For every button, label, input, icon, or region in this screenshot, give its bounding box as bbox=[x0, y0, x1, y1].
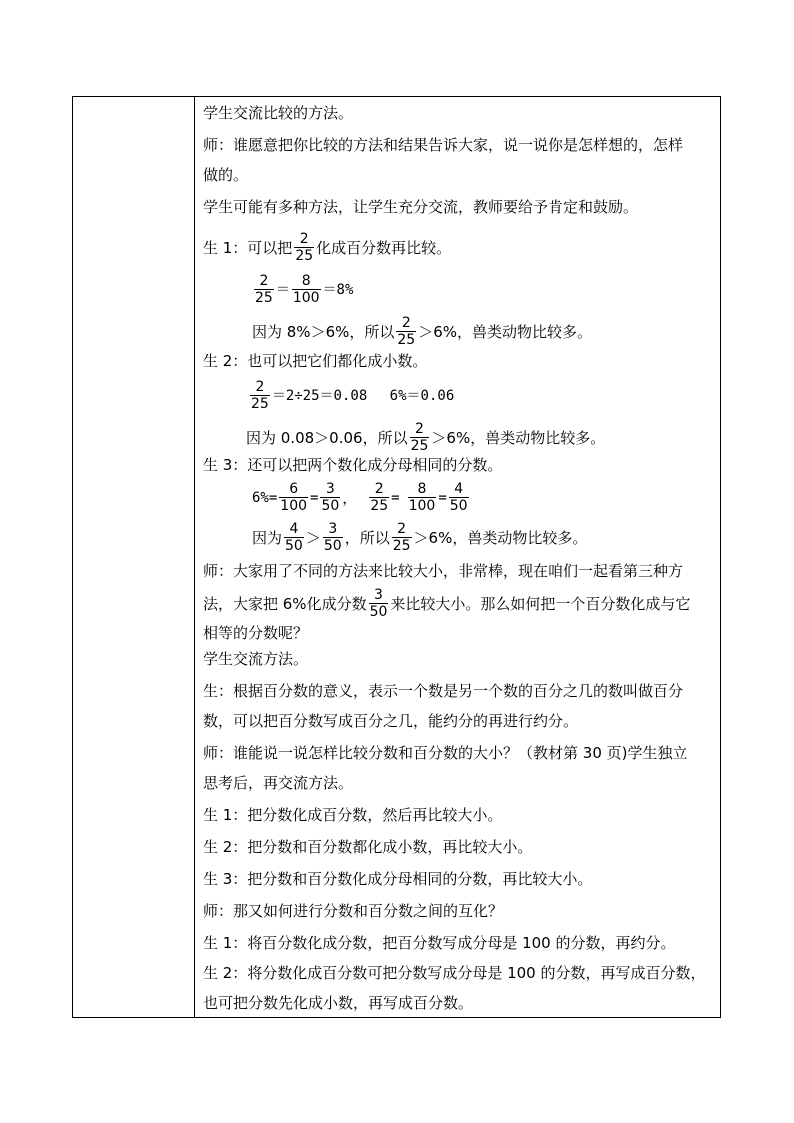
line-text: 生 3：把分数和百分数化成分母相同的分数，再比较大小。 bbox=[203, 870, 593, 888]
numerator: 2 bbox=[401, 315, 411, 331]
numerator: 3 bbox=[374, 587, 383, 603]
lesson-table bbox=[72, 96, 721, 1018]
line-text: 6%= bbox=[252, 489, 278, 506]
text-line bbox=[203, 681, 683, 701]
text-line bbox=[203, 837, 532, 857]
text-line bbox=[203, 963, 705, 983]
line-text: 因为 bbox=[252, 528, 283, 547]
fraction bbox=[323, 521, 343, 554]
line-text: 师：谁愿意把你比较的方法和结果告诉大家，说一说你是怎样想的，怎样 bbox=[203, 136, 684, 154]
conclusion-line bbox=[246, 421, 605, 454]
text-line bbox=[203, 993, 473, 1013]
table-right-column bbox=[196, 97, 720, 1017]
numerator: 2 bbox=[255, 379, 265, 395]
denominator: 50 bbox=[369, 604, 388, 620]
line-text: 生 1：将百分数化成分数，把百分数写成分母是 100 的分数，再约分。 bbox=[203, 934, 676, 952]
fraction bbox=[396, 315, 416, 348]
text-line bbox=[203, 103, 353, 123]
equals-sign: = bbox=[310, 489, 319, 506]
teacher-line bbox=[203, 587, 690, 620]
numerator: 4 bbox=[454, 481, 464, 497]
fraction bbox=[279, 481, 308, 514]
fraction bbox=[369, 481, 389, 514]
line-text: 生：根据百分数的意义，表示一个数是另一个数的百分之几的数叫做百分 bbox=[203, 682, 684, 700]
fraction bbox=[408, 481, 437, 514]
denominator: 25 bbox=[410, 438, 429, 454]
numerator: 4 bbox=[289, 521, 299, 537]
numerator: 2 bbox=[397, 521, 407, 537]
denominator: 25 bbox=[370, 498, 389, 514]
line-text: ＝2÷25＝0.08 6%＝0.06 bbox=[271, 387, 455, 404]
text-line bbox=[203, 711, 578, 731]
numerator: 3 bbox=[325, 481, 335, 497]
numerator: 2 bbox=[415, 421, 424, 437]
text-line bbox=[203, 869, 592, 889]
fraction bbox=[250, 379, 270, 412]
text-line bbox=[203, 773, 353, 793]
denominator: 100 bbox=[292, 290, 320, 306]
text-line bbox=[203, 455, 502, 475]
line-text: 师：那又如何进行分数和百分数之间的互化？ bbox=[203, 902, 504, 920]
numerator: 2 bbox=[259, 273, 269, 289]
line-text: ＞6%，兽类动物比较多。 bbox=[413, 528, 588, 547]
fraction bbox=[294, 231, 314, 264]
line-text: 也可把分数先化成小数，再写成百分数。 bbox=[203, 994, 474, 1012]
fraction bbox=[320, 481, 340, 514]
denominator: 25 bbox=[251, 396, 269, 412]
fraction bbox=[449, 481, 469, 514]
line-text: 生 1：把分数化成百分数，然后再比较大小。 bbox=[203, 806, 503, 824]
line-text: 法，大家把 6%化成分数 bbox=[203, 594, 367, 613]
line-text: 学生交流比较的方法。 bbox=[203, 104, 354, 122]
text-line bbox=[203, 623, 308, 643]
fraction bbox=[392, 521, 412, 554]
text-line bbox=[203, 561, 683, 581]
text-line bbox=[203, 197, 638, 217]
conclusion-line bbox=[252, 315, 592, 348]
numerator: 2 bbox=[374, 481, 384, 497]
line-text: ，所以 bbox=[344, 528, 390, 547]
equals-sign: = bbox=[391, 489, 400, 506]
denominator: 50 bbox=[321, 498, 340, 514]
text-line bbox=[203, 649, 308, 669]
denominator: 25 bbox=[295, 248, 314, 264]
line-text: 做的。 bbox=[203, 166, 249, 184]
equals-sign: = bbox=[438, 489, 447, 506]
numerator: 3 bbox=[328, 521, 338, 537]
line-text: 生 2：将分数化成百分数可把分数写成分母是 100 的分数，再写成百分数， bbox=[203, 964, 706, 982]
line-text: 师：谁能说一说怎样比较分数和百分数的大小？（教材第 30 页)学生独立 bbox=[203, 744, 688, 762]
numerator: 8 bbox=[301, 273, 311, 289]
text-line bbox=[203, 901, 503, 921]
line-text: 生 2：也可以把它们都化成小数。 bbox=[203, 352, 428, 370]
numerator: 2 bbox=[299, 231, 309, 247]
equation-line bbox=[252, 273, 353, 306]
line-text: 学生交流方法。 bbox=[203, 650, 309, 668]
line-text: 因为 0.08＞0.06，所以 bbox=[246, 428, 408, 447]
denominator: 25 bbox=[255, 290, 273, 306]
fraction bbox=[369, 587, 389, 620]
denominator: 50 bbox=[323, 538, 342, 554]
denominator: 25 bbox=[392, 538, 411, 554]
line-text: 来比较大小。那么如何把一个百分数化成与它 bbox=[390, 594, 691, 613]
line-text: 数，可以把百分数写成百分之几，能约分的再进行约分。 bbox=[203, 712, 579, 730]
fraction bbox=[284, 521, 304, 554]
line-text: ＞6%，兽类动物比较多。 bbox=[418, 322, 593, 341]
line-text: 因为 8%＞6%，所以 bbox=[252, 322, 395, 341]
line-text: 相等的分数呢？ bbox=[203, 624, 309, 642]
line-text: 师：大家用了不同的方法来比较大小，非常棒，现在咱们一起看第三种方 bbox=[203, 562, 684, 580]
equation-line bbox=[248, 379, 454, 412]
denominator: 100 bbox=[408, 498, 436, 514]
denominator: 100 bbox=[280, 498, 308, 514]
greater-than-sign: ＞ bbox=[305, 528, 321, 547]
separator: ， bbox=[342, 488, 358, 507]
fraction bbox=[410, 421, 430, 454]
text-line bbox=[203, 351, 427, 371]
table-left-column bbox=[73, 97, 195, 1017]
text-line bbox=[203, 805, 502, 825]
equals-sign: ＝ bbox=[275, 281, 290, 298]
fraction bbox=[254, 273, 274, 306]
text-line bbox=[203, 165, 248, 185]
line-text: ＞6%，兽类动物比较多。 bbox=[431, 428, 606, 447]
line-text: ＝8% bbox=[322, 281, 354, 298]
line-text: 生 3：还可以把两个数化成分母相同的分数。 bbox=[203, 456, 503, 474]
numerator: 6 bbox=[289, 481, 299, 497]
denominator: 50 bbox=[285, 538, 303, 554]
numerator: 8 bbox=[417, 481, 427, 497]
line-text: 化成百分数再比较。 bbox=[316, 238, 452, 257]
line-text: 思考后，再交流方法。 bbox=[203, 774, 354, 792]
fraction bbox=[292, 273, 321, 306]
equation-line bbox=[252, 481, 471, 514]
line-text: 生 2：把分数和百分数都化成小数，再比较大小。 bbox=[203, 838, 533, 856]
conclusion-line bbox=[252, 521, 587, 554]
text-line bbox=[203, 743, 687, 763]
student1-line bbox=[203, 231, 451, 264]
text-line bbox=[203, 933, 675, 953]
denominator: 50 bbox=[449, 498, 468, 514]
text-line bbox=[203, 135, 683, 155]
line-text: 生 1：可以把 bbox=[203, 238, 293, 257]
line-text: 学生可能有多种方法，让学生充分交流，教师要给予肯定和鼓励。 bbox=[203, 198, 639, 216]
denominator: 25 bbox=[397, 332, 416, 348]
